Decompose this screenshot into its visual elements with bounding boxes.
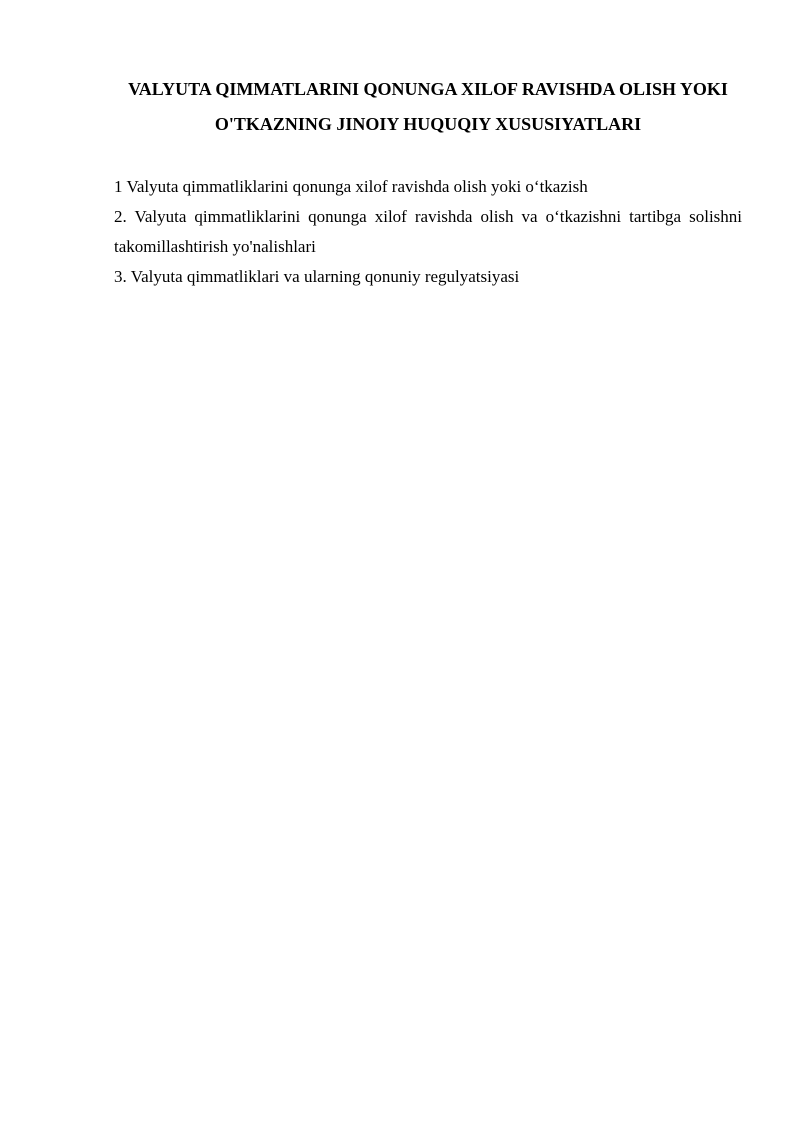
contents-item-1: 1 Valyuta qimmatliklarini qonunga xilof ravishda olish yoki o‘tkazish	[114, 177, 588, 196]
title-line-1: VALYUTA QIMMATLARINI QONUNGA XILOF RAVISHDA OLISH YOKI	[128, 79, 728, 99]
document-title	[110, 72, 746, 142]
title-line-2: O'TKAZNING JINOIY HUQUQIY XUSUSIYATLARI	[214, 114, 642, 134]
contents-list	[114, 172, 742, 292]
contents-item-2: 2. Valyuta qimmatliklarini qonunga xilof ravishda olish va o‘tkazishni tartibga solishni takomillashtirish yo'nalishlari	[114, 207, 742, 256]
contents-item-3: 3. Valyuta qimmatliklari va ularning qonuniy regulyatsiyasi	[114, 267, 520, 286]
